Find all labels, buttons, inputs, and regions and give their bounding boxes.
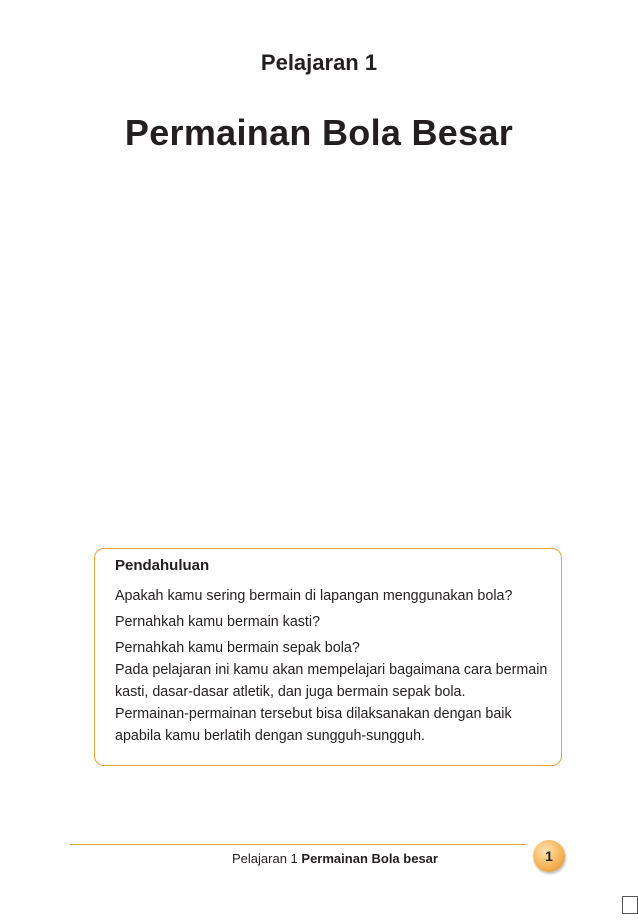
footer-title: Permainan Bola besar bbox=[301, 851, 438, 866]
intro-text bbox=[115, 585, 555, 747]
page-number-badge: 1 bbox=[533, 840, 565, 872]
intro-paragraph: Apakah kamu sering bermain di lapangan menggunakan bola? bbox=[115, 588, 513, 604]
footer-text bbox=[232, 851, 438, 866]
footer-rule bbox=[70, 844, 526, 845]
footer-prefix: Pelajaran 1 bbox=[232, 851, 298, 866]
lesson-title: Permainan Bola Besar bbox=[124, 112, 514, 153]
corner-mark bbox=[622, 896, 638, 914]
intro-box bbox=[94, 548, 562, 766]
lesson-number: Pelajaran 1 bbox=[260, 50, 378, 75]
intro-paragraph: Pada pelajaran ini kamu akan mempelajari bagaimana cara bermain kasti, dasar-dasar atletik, dan juga bermain sepak bola. bbox=[115, 662, 548, 700]
intro-paragraph: Pernahkah kamu bermain sepak bola? bbox=[115, 640, 360, 656]
intro-paragraph: Permainan-permainan tersebut bisa dilaksanakan dengan baik apabila kamu berlatih dengan sungguh-sungguh. bbox=[115, 706, 512, 744]
intro-paragraph: Pernahkah kamu bermain kasti? bbox=[115, 614, 321, 630]
intro-heading: Pendahuluan bbox=[115, 557, 210, 574]
